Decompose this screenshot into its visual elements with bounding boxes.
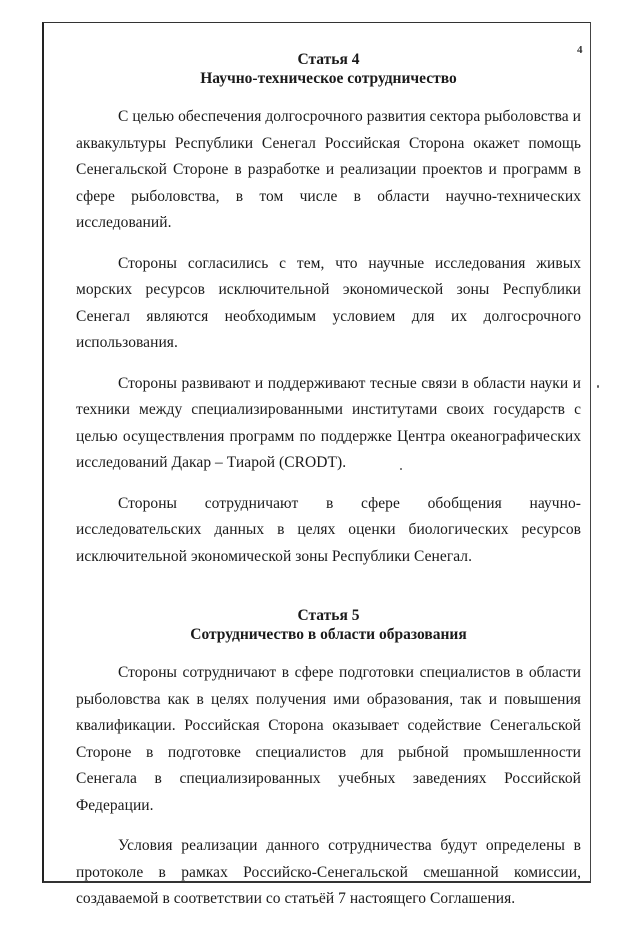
article-5-title: Сотрудничество в области образования xyxy=(190,626,467,643)
article-4 xyxy=(76,50,581,570)
article-5-heading xyxy=(76,606,581,644)
article-5-paragraph-1: Стороны сотрудничают в сфере подготовки специалистов в области рыболовства как в целях получения ими образования, так и повышения квалификации. Российская Сторона оказывает содействие Сенегальской Стороне в подготовке специалистов для рыбной промышленности Сенегала в специализированных учебных заведениях Российской Федерации. xyxy=(76,664,581,814)
scan-speck xyxy=(597,385,599,388)
article-5-number: Статья 5 xyxy=(297,607,360,624)
article-4-paragraph-3: Стороны развивают и поддерживают тесные связи в области науки и техники между специализированными институтами своих государств с целью осуществления программ по поддержке Центра океанографических исследований Дакар – Тиарой (CRODT). xyxy=(76,374,581,471)
scan-speck xyxy=(400,468,402,470)
article-4-heading xyxy=(76,50,581,88)
article-4-paragraph-1: С целью обеспечения долгосрочного развития сектора рыболовства и аквакультуры Республики Сенегал Российская Сторона окажет помощь Сенегальской Стороне в разработке и реализации проектов и программ в сфере рыболовства, в том числе в области научно-технических исследований. xyxy=(76,108,581,231)
document-body xyxy=(76,50,581,949)
article-4-paragraph-2: Стороны согласились с тем, что научные исследования живых морских ресурсов исключительной экономической зоны Республики Сенегал являются необходимым условием для их долгосрочного использования. xyxy=(76,254,581,351)
article-5 xyxy=(76,606,581,913)
article-4-number: Статья 4 xyxy=(297,51,360,68)
article-4-title: Научно-техническое сотрудничество xyxy=(200,70,457,87)
page-number: 4 xyxy=(577,44,583,56)
article-5-paragraph-2: Условия реализации данного сотрудничества будут определены в протоколе в рамках Российско-Сенегальской смешанной комиссии, создаваемой в соответствии со статьёй 7 настоящего Соглашения. xyxy=(76,837,581,907)
article-4-paragraph-4: Стороны сотрудничают в сфере обобщения научно-исследовательских данных в целях оценки биологических ресурсов исключительной экономической зоны Республики Сенегал. xyxy=(76,494,581,565)
